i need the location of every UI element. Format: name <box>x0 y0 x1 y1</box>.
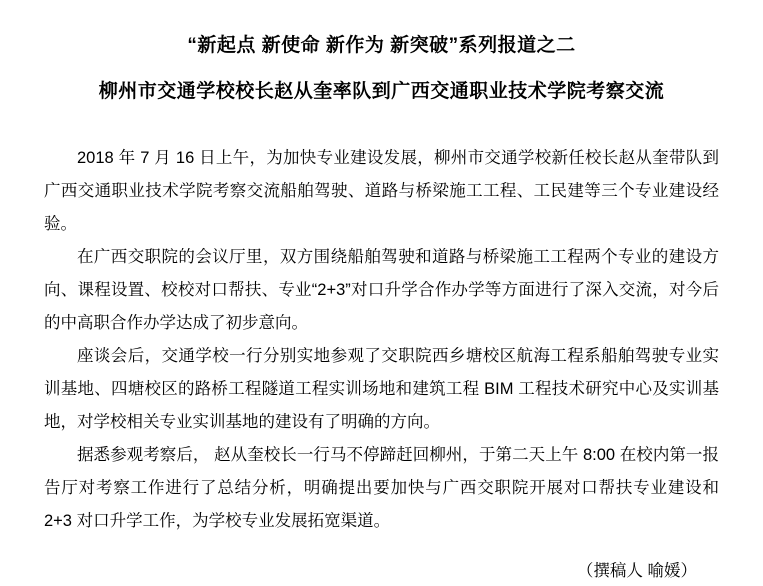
title-line-primary: “新起点 新使命 新作为 新突破”系列报道之二 <box>187 35 576 56</box>
title-line-secondary: 柳州市交通学校校长赵从奎率队到广西交通职业技术学院考察交流 <box>98 81 665 102</box>
body-paragraph: 在广西交职院的会议厅里，双方围绕船舶驾驶和道路与桥梁施工工程两个专业的建设方向、课程设置、校校对口帮扶、专业“2+3”对口升学合作办学等方面进行了深入交流，对今后的中高职合作办学达成了初步意向。 <box>44 248 719 332</box>
body-paragraph: 2018 年 7 月 16 日上午，为加快专业建设发展，柳州市交通学校新任校长赵从奎带队到广西交通职业技术学院考察交流船舶驾驶、道路与桥梁施工工程、工民建等三个专业建设经验。 <box>44 149 719 233</box>
body-paragraph: 座谈会后，交通学校一行分别实地参观了交职院西乡塘校区航海工程系船舶驾驶专业实训基地、四塘校区的路桥工程隧道工程实训场地和建筑工程 BIM 工程技术研究中心及实训基地，对学校相关专业实训基地的建设有了明确的方向。 <box>44 347 719 431</box>
document-signature: （撰稿人 喻媛） <box>576 562 697 580</box>
document-title <box>44 30 719 108</box>
document-body <box>44 142 719 538</box>
body-paragraph: 据悉参观考察后， 赵从奎校长一行马不停蹄赶回柳州，于第二天上午 8:00 在校内第一报告厅对考察工作进行了总结分析，明确提出要加快与广西交职院开展对口帮扶专业建设和 2+3 对口升学工作，为学校专业发展拓宽渠道。 <box>44 446 719 530</box>
